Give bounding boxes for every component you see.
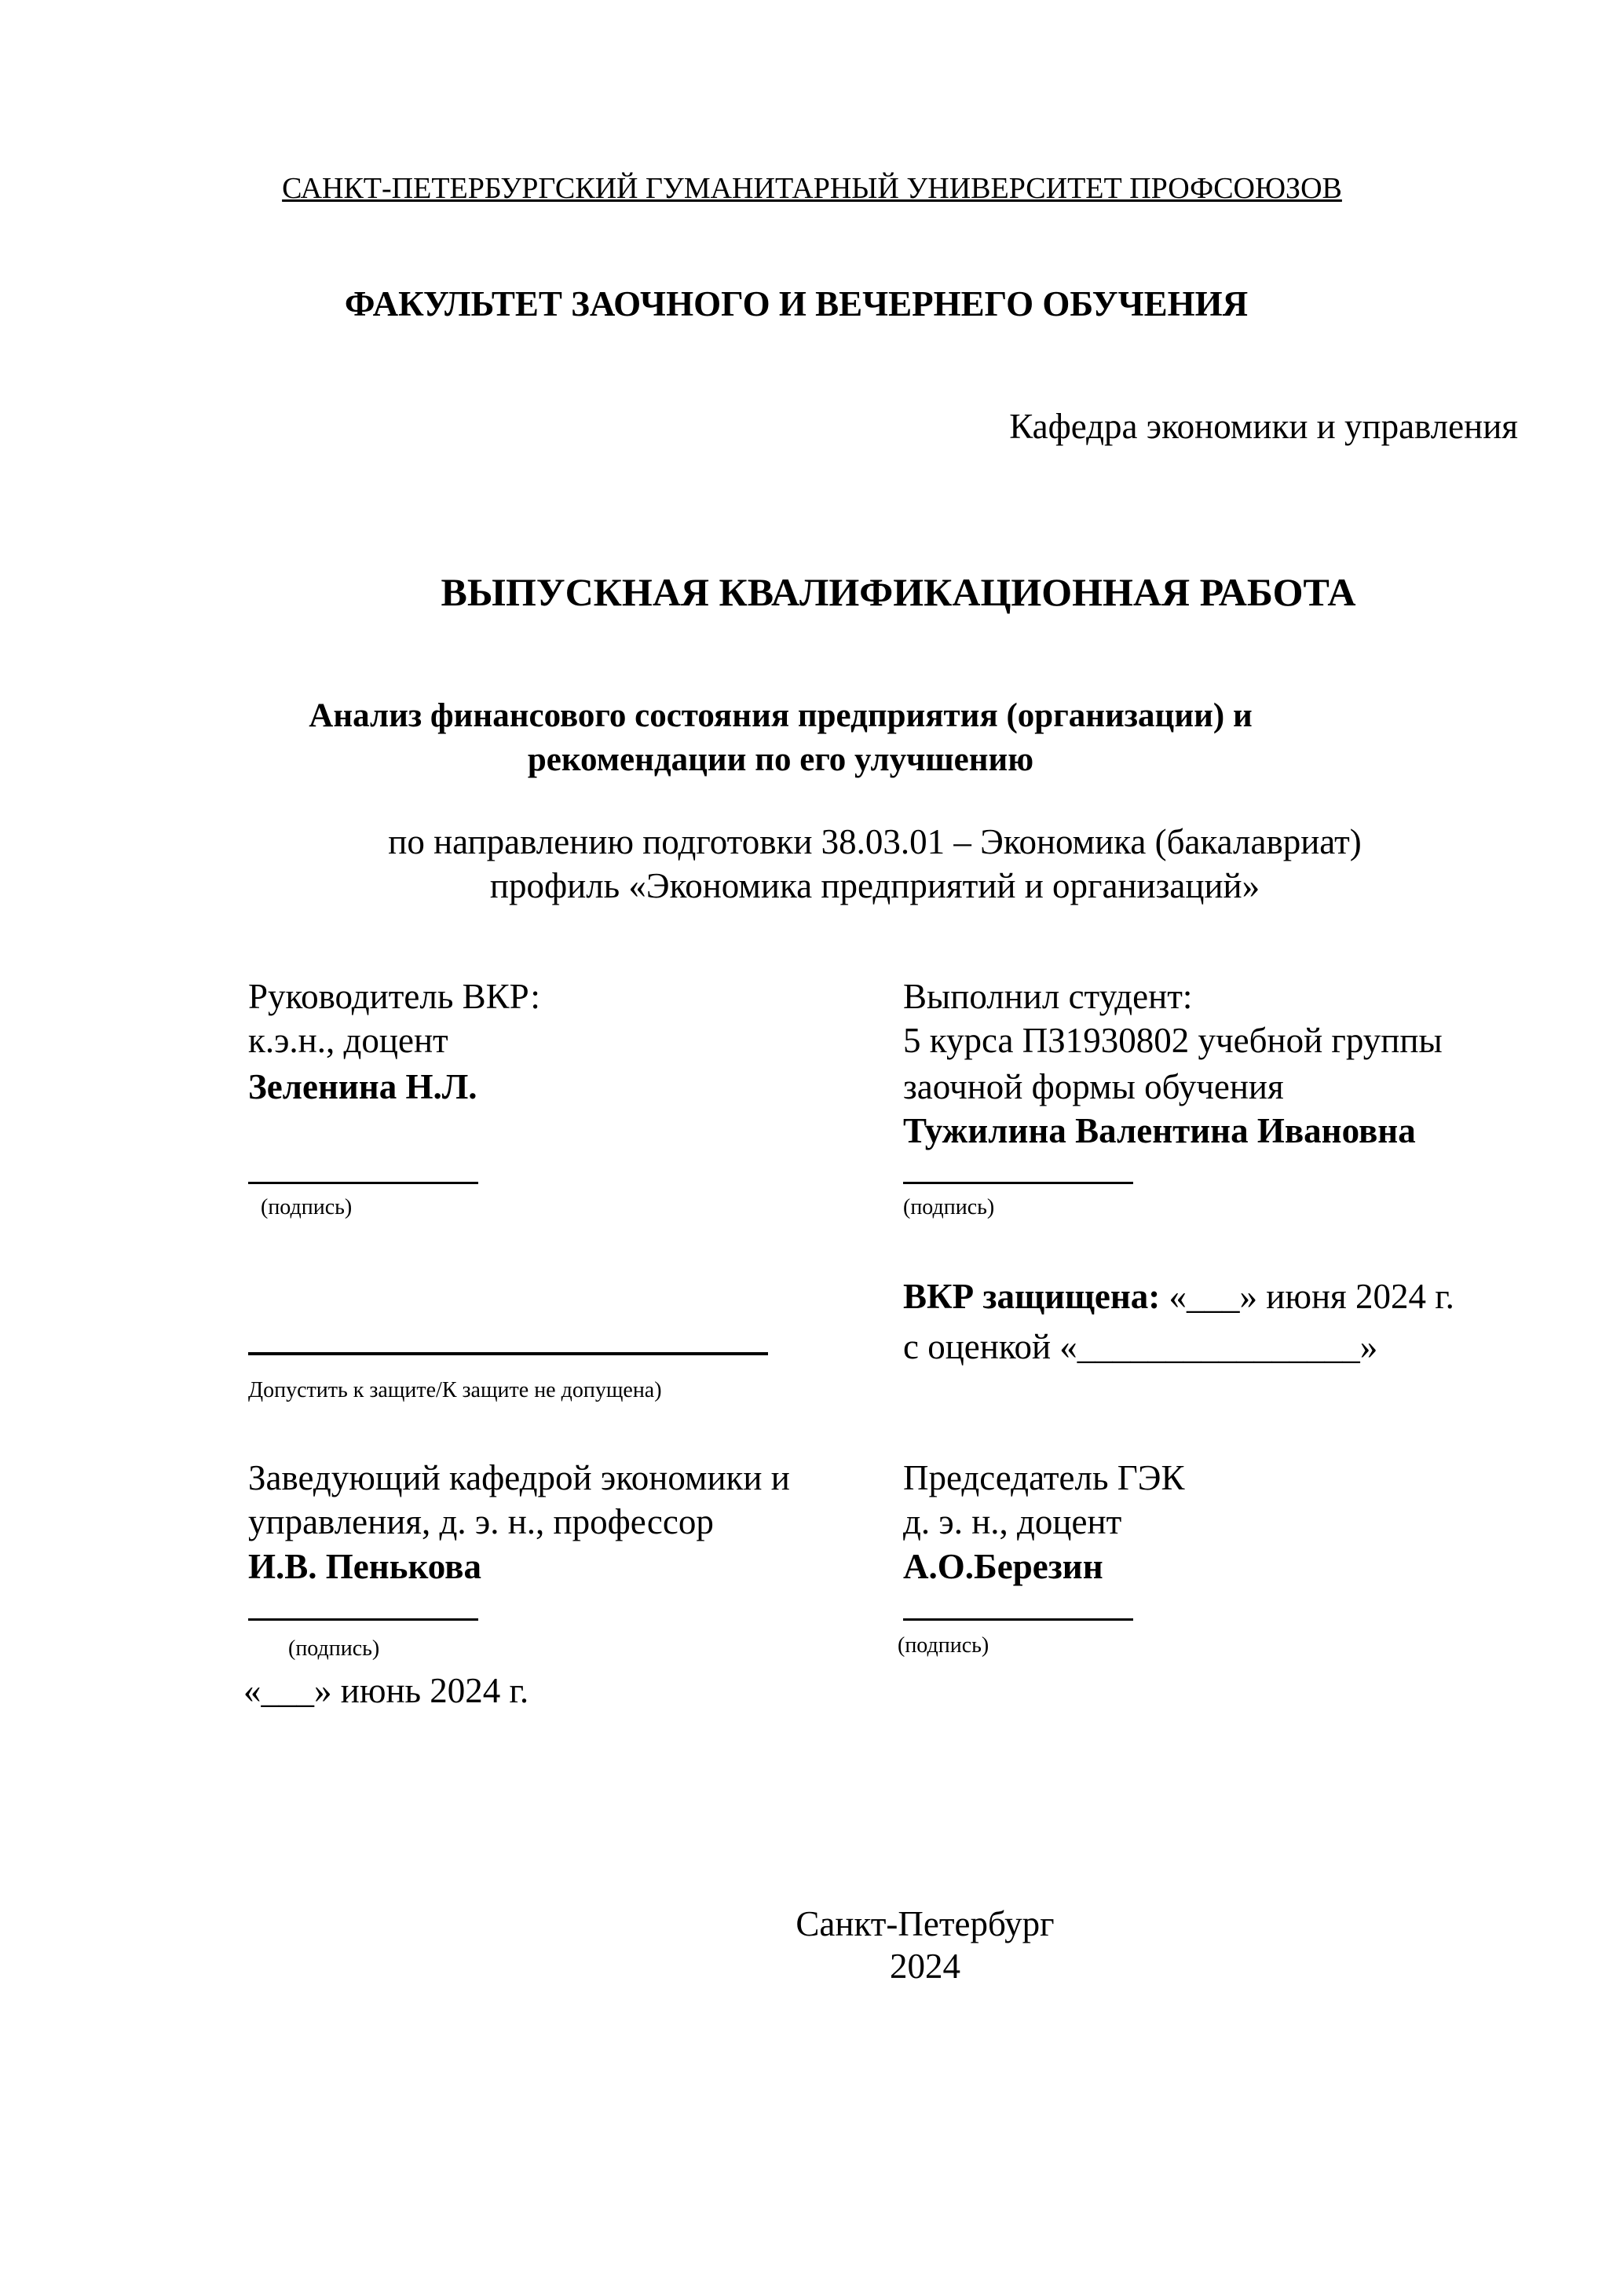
- admission-caption: Допустить к защите/К защите не допущена): [248, 1378, 662, 1402]
- defense-date: «___» июня 2024 г.: [1160, 1277, 1454, 1316]
- supervisor-signature-caption: (подпись): [261, 1195, 353, 1219]
- student-signature-line: [903, 1182, 1133, 1184]
- direction-line-2: профиль «Экономика предприятий и организаций»: [489, 866, 1260, 905]
- chair-signature-caption: (подпись): [898, 1633, 989, 1658]
- chair-name: А.О.Березин: [903, 1547, 1103, 1586]
- supervisor-degree: к.э.н., доцент: [248, 1021, 448, 1060]
- student-group: 5 курса ПЗ1930802 учебной группы: [903, 1021, 1443, 1060]
- faculty-name: ФАКУЛЬТЕТ ЗАОЧНОГО И ВЕЧЕРНЕГО ОБУЧЕНИЯ: [344, 284, 1249, 324]
- student-signature-caption: (подпись): [903, 1195, 995, 1219]
- head-title-line-1: Заведующий кафедрой экономики и: [248, 1458, 790, 1497]
- supervisor-label: Руководитель ВКР:: [248, 977, 540, 1016]
- head-title-line-2: управления, д. э. н., профессор: [248, 1502, 714, 1541]
- topic-line-2: рекомендации по его улучшению: [527, 741, 1034, 778]
- chair-signature-line: [903, 1618, 1133, 1621]
- footer-city: Санкт-Петербург: [796, 1904, 1055, 1943]
- work-type: ВЫПУСКНАЯ КВАЛИФИКАЦИОННАЯ РАБОТА: [441, 570, 1356, 614]
- footer-year: 2024: [890, 1947, 960, 1986]
- defense-grade: с оценкой «________________»: [903, 1327, 1378, 1366]
- student-name: Тужилина Валентина Ивановна: [903, 1111, 1416, 1150]
- student-form: заочной формы обучения: [903, 1067, 1284, 1106]
- student-label: Выполнил студент:: [903, 977, 1193, 1016]
- supervisor-signature-line: [248, 1182, 478, 1184]
- admission-line: [248, 1352, 768, 1355]
- supervisor-name: Зеленина Н.Л.: [248, 1067, 477, 1106]
- head-signature-line: [248, 1618, 478, 1621]
- direction-line-1: по направлению подготовки 38.03.01 – Экономика (бакалавриат): [388, 822, 1362, 861]
- head-date: «___» июнь 2024 г.: [243, 1671, 529, 1710]
- department-name: Кафедра экономики и управления: [1009, 407, 1518, 446]
- topic-line-1: Анализ финансового состояния предприятия (организации) и: [309, 697, 1253, 734]
- head-name: И.В. Пенькова: [248, 1547, 481, 1586]
- chair-label: Председатель ГЭК: [903, 1458, 1185, 1497]
- university-name: САНКТ-ПЕТЕРБУРГСКИЙ ГУМАНИТАРНЫЙ УНИВЕРСИТЕТ ПРОФСОЮЗОВ: [282, 172, 1342, 205]
- chair-degree: д. э. н., доцент: [903, 1502, 1122, 1541]
- defense-label: ВКР защищена:: [903, 1277, 1161, 1316]
- head-signature-caption: (подпись): [288, 1636, 380, 1661]
